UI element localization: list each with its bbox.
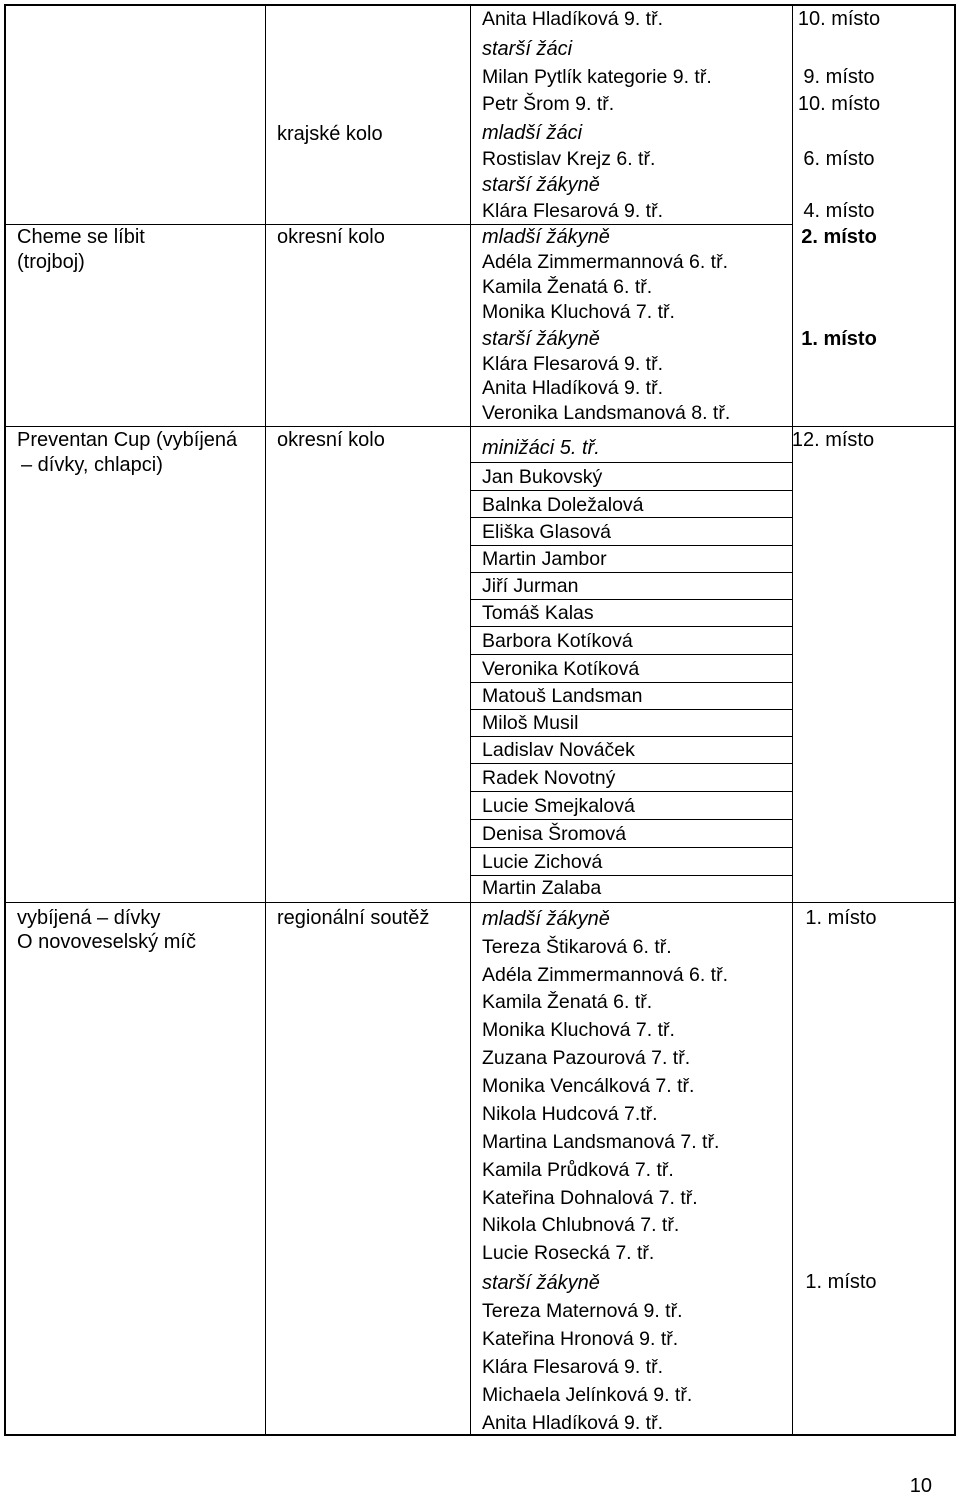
row-divider — [470, 462, 792, 463]
participant-name: Veronika Landsmanová 8. tř. — [482, 402, 731, 424]
participant-name: Balnka Doležalová — [482, 494, 644, 516]
category-label: starší žákyně — [482, 174, 600, 196]
participant-name: Nikola Hudcová 7.tř. — [482, 1103, 658, 1125]
participant-name: Klára Flesarová 9. tř. — [482, 353, 663, 375]
row-divider — [470, 763, 792, 764]
row-divider — [4, 426, 956, 427]
competition-level: okresní kolo — [277, 429, 385, 451]
result-placement: 4. místo — [803, 200, 875, 222]
participant-name: Radek Novotný — [482, 767, 616, 789]
category-label: starší žáci — [482, 38, 573, 60]
result-placement: 2. místo — [801, 226, 877, 248]
competition-level: regionální soutěž — [277, 907, 430, 929]
row-divider — [470, 572, 792, 573]
participant-name: Eliška Glasová — [482, 521, 611, 543]
participant-name: Anita Hladíková 9. tř. — [482, 377, 664, 399]
participant-name: Lucie Rosecká 7. tř. — [482, 1242, 655, 1264]
page-number: 10 — [909, 1475, 932, 1497]
participant-name: Petr Šrom 9. tř. — [482, 93, 615, 115]
participant-name: Tereza Štikarová 6. tř. — [482, 936, 672, 958]
participant-name: Veronika Kotíková — [482, 658, 640, 680]
category-label: mladší žákyně — [482, 226, 610, 248]
competition-name: Preventan Cup (vybíjená — [17, 429, 238, 451]
row-divider — [470, 517, 792, 518]
row-divider — [470, 736, 792, 737]
participant-name: Martina Landsmanová 7. tř. — [482, 1131, 720, 1153]
participant-name: Matouš Landsman — [482, 685, 643, 707]
competition-name: O novoveselský míč — [17, 931, 196, 953]
participant-name: Milan Pytlík kategorie 9. tř. — [482, 66, 712, 88]
competition-level: krajské kolo — [277, 123, 383, 145]
participant-name: Jiří Jurman — [482, 575, 579, 597]
column-divider — [792, 4, 793, 1436]
competition-name: vybíjená – dívky — [17, 907, 161, 929]
category-label: minižáci 5. tř. — [482, 437, 600, 459]
participant-name: Martin Zalaba — [482, 877, 602, 899]
participant-name: Kateřina Dohnalová 7. tř. — [482, 1187, 698, 1209]
participant-name: Adéla Zimmermannová 6. tř. — [482, 251, 729, 273]
row-divider — [470, 847, 792, 848]
participant-name: Ladislav Nováček — [482, 739, 635, 761]
participant-name: Kateřina Hronová 9. tř. — [482, 1328, 679, 1350]
participant-name: Rostislav Krejz 6. tř. — [482, 148, 656, 170]
participant-name: Jan Bukovský — [482, 466, 603, 488]
row-divider — [470, 819, 792, 820]
row-divider — [470, 791, 792, 792]
column-divider — [265, 4, 266, 1436]
participant-name: Tomáš Kalas — [482, 602, 594, 624]
participant-name: Klára Flesarová 9. tř. — [482, 1356, 663, 1378]
row-divider — [470, 599, 792, 600]
participant-name: Michaela Jelínková 9. tř. — [482, 1384, 693, 1406]
result-placement: 12. místo — [791, 429, 875, 451]
row-divider — [4, 902, 956, 903]
category-label: starší žákyně — [482, 1272, 600, 1294]
row-divider — [470, 682, 792, 683]
category-label: mladší žáci — [482, 122, 583, 144]
participant-name: Miloš Musil — [482, 712, 579, 734]
row-divider — [470, 626, 792, 627]
participant-name: Monika Vencálková 7. tř. — [482, 1075, 695, 1097]
result-placement: 1. místo — [805, 1271, 877, 1293]
participant-name: Barbora Kotíková — [482, 630, 633, 652]
participant-name: Tereza Maternová 9. tř. — [482, 1300, 683, 1322]
participant-name: Lucie Smejkalová — [482, 795, 635, 817]
participant-name: Kamila Průdková 7. tř. — [482, 1159, 674, 1181]
participant-name: Monika Kluchová 7. tř. — [482, 301, 675, 323]
competition-name: – dívky, chlapci) — [21, 454, 163, 476]
row-divider — [470, 545, 792, 546]
category-label: starší žákyně — [482, 328, 600, 350]
participant-name: Zuzana Pazourová 7. tř. — [482, 1047, 691, 1069]
result-placement: 6. místo — [803, 148, 875, 170]
result-placement: 9. místo — [803, 66, 875, 88]
result-placement: 10. místo — [797, 8, 881, 30]
competition-name: Cheme se líbit — [17, 226, 145, 248]
row-divider — [470, 654, 792, 655]
category-label: mladší žákyně — [482, 908, 610, 930]
participant-name: Adéla Zimmermannová 6. tř. — [482, 964, 729, 986]
competition-level: okresní kolo — [277, 226, 385, 248]
participant-name: Monika Kluchová 7. tř. — [482, 1019, 675, 1041]
participant-name: Anita Hladíková 9. tř. — [482, 1412, 664, 1434]
competition-name: (trojboj) — [17, 251, 85, 273]
row-divider — [470, 490, 792, 491]
result-placement: 10. místo — [797, 93, 881, 115]
row-divider — [470, 709, 792, 710]
participant-name: Lucie Zichová — [482, 851, 603, 873]
participant-name: Denisa Šromová — [482, 823, 627, 845]
participant-name: Kamila Ženatá 6. tř. — [482, 991, 653, 1013]
result-placement: 1. místo — [801, 328, 877, 350]
participant-name: Anita Hladíková 9. tř. — [482, 8, 664, 30]
participant-name: Nikola Chlubnová 7. tř. — [482, 1214, 680, 1236]
participant-name: Kamila Ženatá 6. tř. — [482, 276, 653, 298]
result-placement: 1. místo — [805, 907, 877, 929]
participant-name: Martin Jambor — [482, 548, 607, 570]
column-divider — [470, 4, 471, 1436]
participant-name: Klára Flesarová 9. tř. — [482, 200, 663, 222]
